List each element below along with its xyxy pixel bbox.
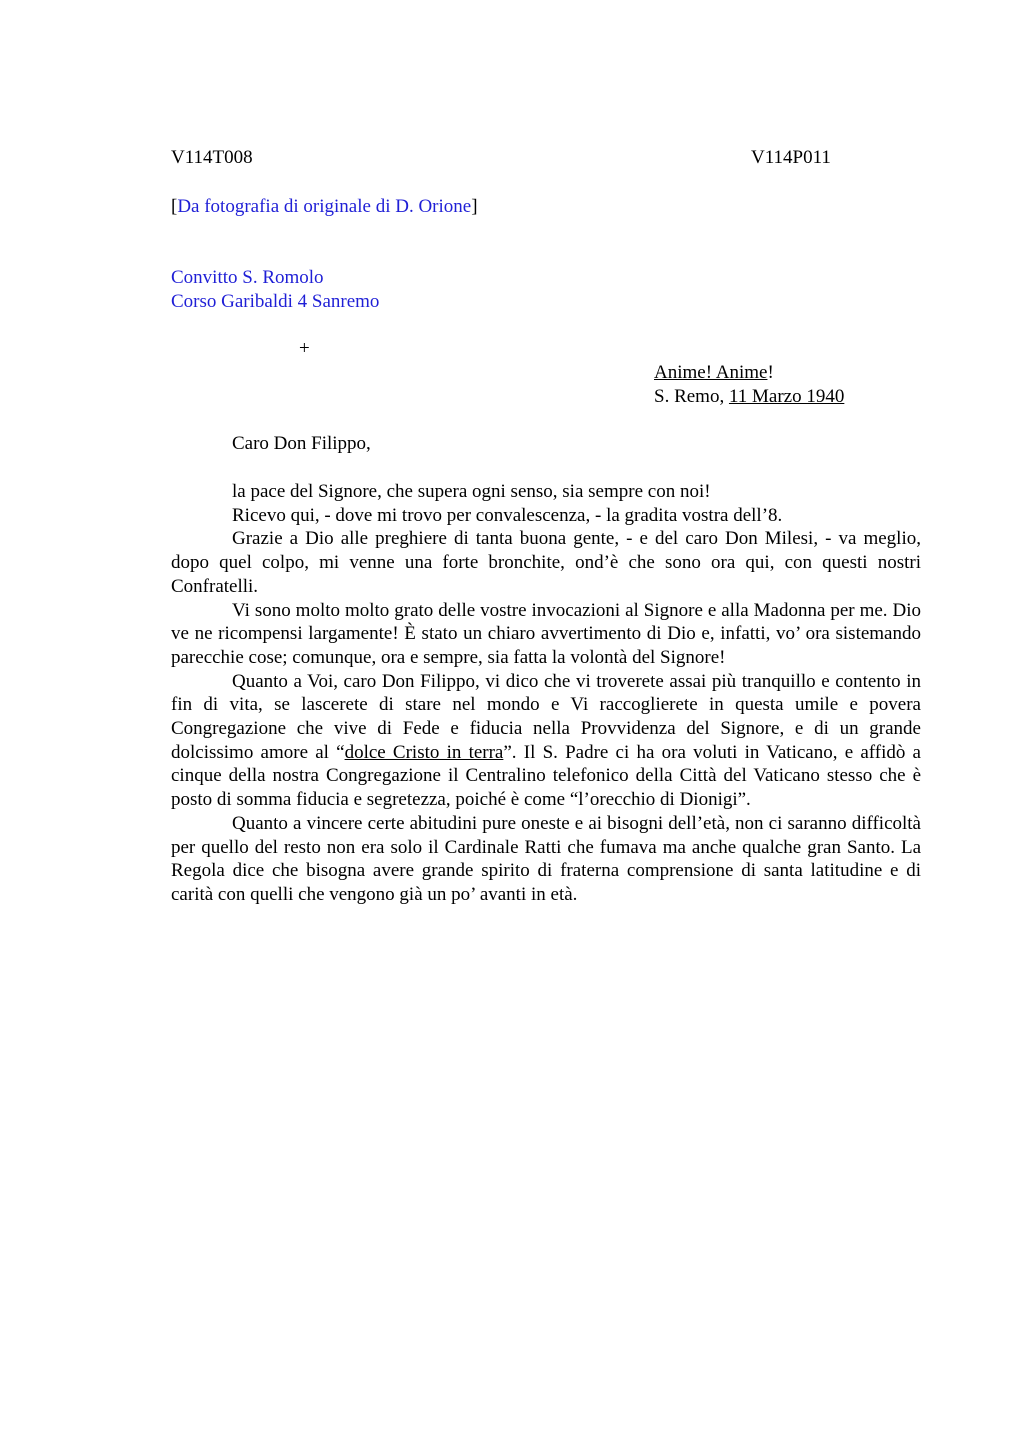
paragraph-2: Ricevo qui, - dove mi trovo per convalescenza, - la gradita vostra dell’8. — [232, 504, 783, 526]
place-text: S. Remo, — [654, 386, 729, 407]
salutation: Caro Don Filippo, — [232, 433, 371, 454]
motto — [654, 361, 774, 385]
paragraph-5 — [171, 670, 921, 812]
cross-symbol: + — [299, 338, 310, 359]
letterhead-line-2: Corso Garibaldi 4 Sanremo — [171, 291, 380, 312]
motto-punct: ! — [767, 362, 774, 383]
letterhead-line-1: Convitto S. Romolo — [171, 267, 324, 288]
source-note — [171, 195, 478, 219]
source-note-close-bracket: ] — [471, 196, 478, 217]
motto-text: Anime! Anime — [654, 362, 768, 383]
document-code-left: V114T008 — [171, 147, 253, 168]
source-note-open-bracket: [ — [171, 196, 178, 217]
document-code-right: V114P011 — [751, 147, 831, 168]
date-text: 11 Marzo 1940 — [728, 386, 845, 407]
source-note-text: Da fotografia di originale di D. Orione — [177, 196, 472, 217]
paragraph-1: la pace del Signore, che supera ogni senso, sia sempre con noi! — [232, 481, 711, 502]
paragraph-5-after: ”. Il S. Padre ci ha ora voluti in Vaticano, e affidò a cinque della nostra Congregazione il Centralino telefonico della Città del Vaticano stesso che è posto di somma fiducia e segretezza, poiché è come “l’orecchio di Dionigi”. — [171, 741, 921, 811]
paragraph-5-underlined: dolce Cristo in terra — [344, 741, 504, 763]
place-date — [654, 385, 844, 409]
paragraph-4: Vi sono molto molto grato delle vostre invocazioni al Signore e alla Madonna per me. Dio ve ne ricompensi largamente! È stato un chiaro avvertimento di Dio e, infatti, vo’ ora sistemando parecchie cose; comunque, ora e sempre, sia fatta la volontà del Signore! — [171, 599, 921, 668]
letter-body — [171, 480, 921, 907]
paragraph-5-before: Quanto a Voi, caro Don Filippo, vi dico che vi troverete assai più tranquillo e contento in fin di vita, se lascerete di stare nel mondo e Vi raccoglierete in questa umile e povera Congregazione che vive di Fede e fiducia nella Provvidenza del Signore, e di un grande dolcissimo amore al “ — [171, 670, 921, 763]
paragraph-3: Grazie a Dio alle preghiere di tanta buona gente, - e del caro Don Milesi, - va meglio, dopo quel colpo, mi venne una forte bronchite, ond’è che sono ora qui, con questi nostri Confratelli. — [171, 528, 921, 597]
paragraph-6: Quanto a vincere certe abitudini pure oneste e ai bisogni dell’età, non ci saranno difficoltà per quello del resto non era solo il Cardinale Ratti che fumava ma anche qualche gran Santo. La Regola dice che bisogna avere grande spirito di fraterna comprensione di santa latitudine e di carità con quelli che vengono già un po’ avanti in età. — [171, 812, 921, 905]
